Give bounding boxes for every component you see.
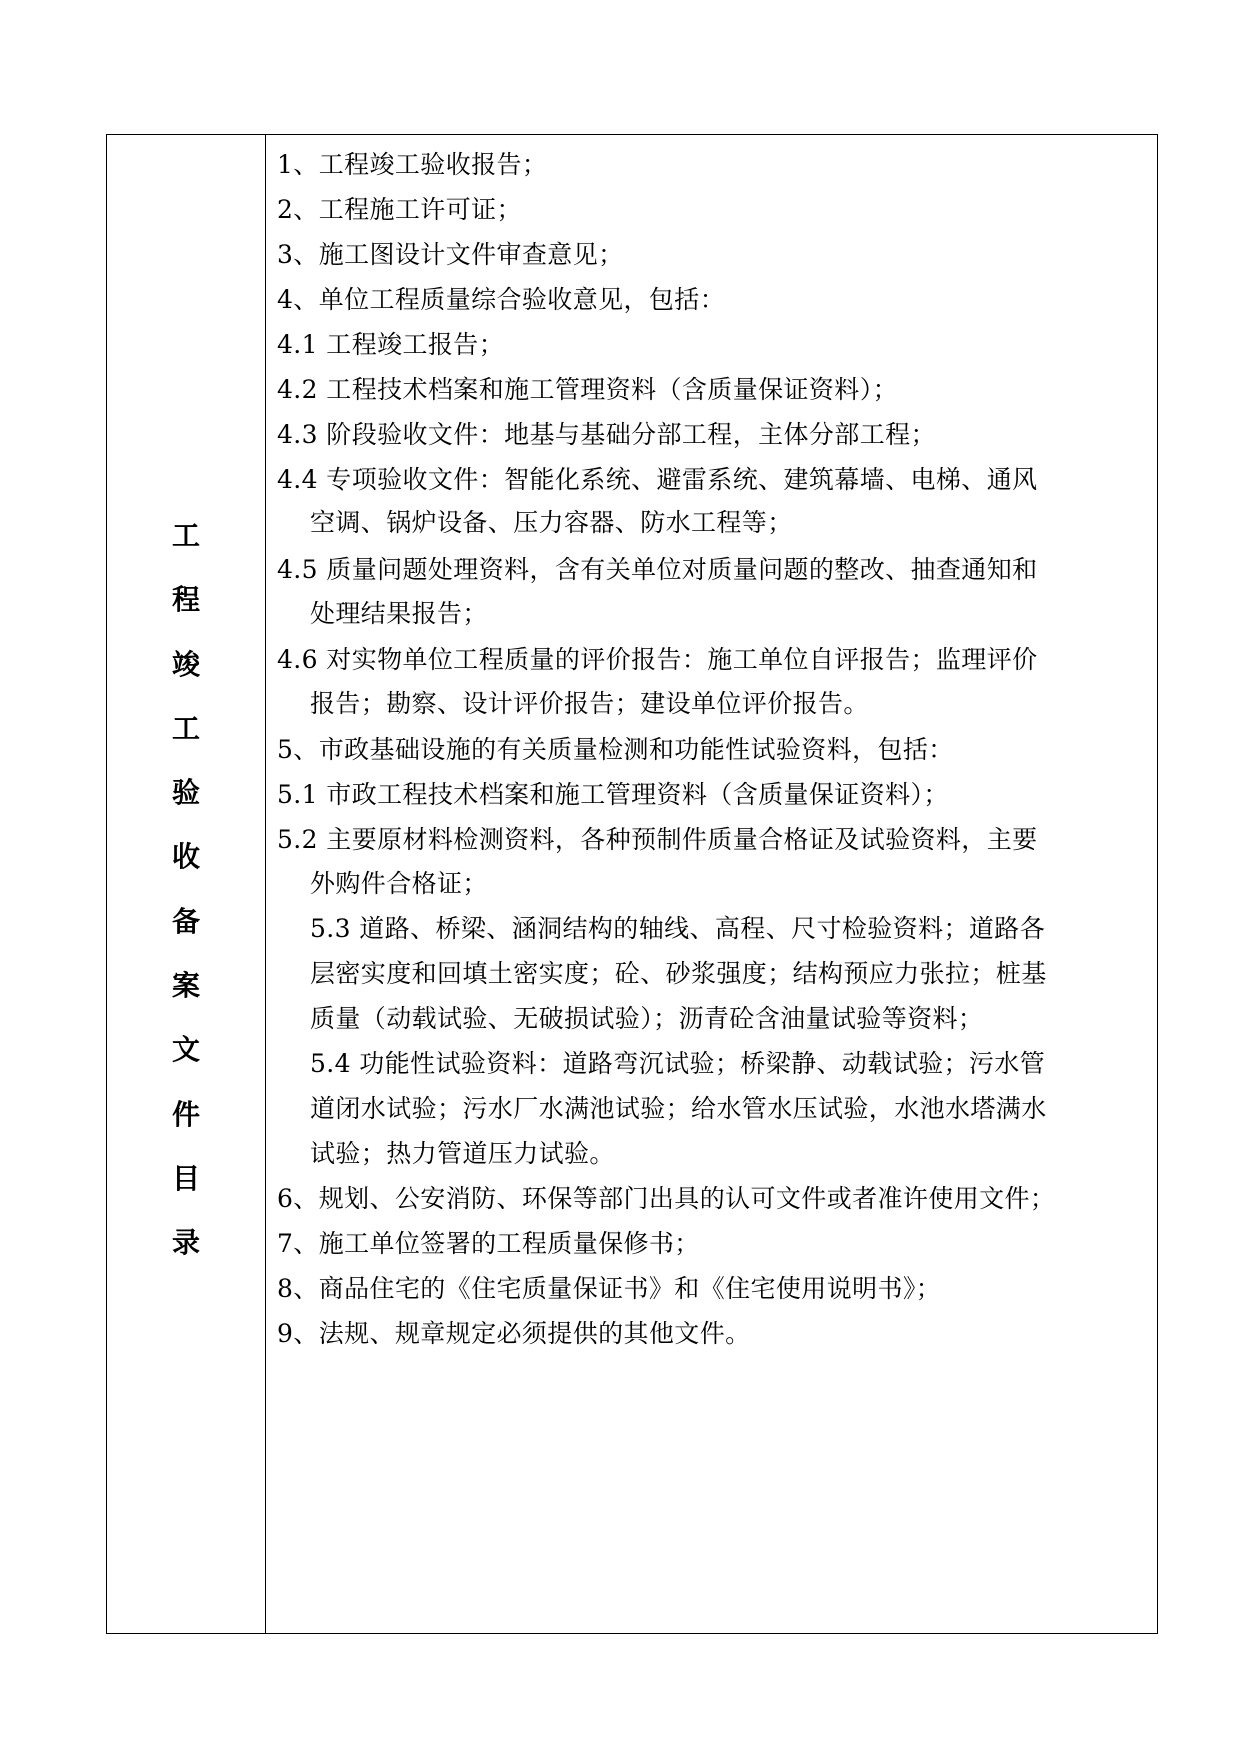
title-char: 工 [171,519,200,552]
list-item-continuation: 处理结果报告； [310,599,488,628]
list-item-continuation: 试验；热力管道压力试验。 [310,1139,615,1168]
list-item: 6、规划、公安消防、环保等部门出具的认可文件或者准许使用文件； [277,1184,1056,1213]
list-item: 2、工程施工许可证； [277,195,522,224]
column-divider [265,135,266,1633]
table-title-cell [107,135,265,1633]
title-char: 案 [171,969,200,1002]
filing-document-table [106,134,1158,1634]
title-char: 文 [171,1033,200,1066]
title-char: 收 [171,840,200,873]
list-item: 4.4 专项验收文件：智能化系统、避雷系统、建筑幕墙、电梯、通风 [277,465,1038,494]
list-item-continuation: 报告；勘察、设计评价报告；建设单位评价报告。 [310,689,869,718]
title-char: 工 [171,712,200,745]
list-item-continuation: 质量（动载试验、无破损试验）；沥青砼含油量试验等资料； [310,1004,984,1033]
list-item-continuation: 空调、锅炉设备、压力容器、防水工程等； [310,508,793,537]
list-item: 5.3 道路、桥梁、涵洞结构的轴线、高程、尺寸检验资料；道路各 [310,914,1046,943]
list-item: 7、施工单位签署的工程质量保修书； [277,1229,700,1258]
list-item: 3、施工图设计文件审查意见； [277,240,624,269]
list-item-continuation: 层密实度和回填土密实度；砼、砂浆强度；结构预应力张拉；桩基 [310,959,1047,988]
list-item: 4.5 质量问题处理资料，含有关单位对质量问题的整改、抽查通知和 [277,555,1038,584]
list-item: 5.2 主要原材料检测资料，各种预制件质量合格证及试验资料，主要 [277,825,1038,854]
list-item: 5.4 功能性试验资料：道路弯沉试验；桥梁静、动载试验；污水管 [310,1049,1046,1078]
list-item-continuation: 道闭水试验；污水厂水满池试验；给水管水压试验，水池水塔满水 [310,1094,1047,1123]
list-item: 5、市政基础设施的有关质量检测和功能性试验资料，包括： [277,735,954,764]
title-char: 录 [171,1226,200,1259]
list-item: 5.1 市政工程技术档案和施工管理资料（含质量保证资料）； [277,780,949,809]
list-item: 4、单位工程质量综合验收意见，包括： [277,285,726,314]
list-item: 1、工程竣工验收报告； [277,150,548,179]
list-item: 4.1 工程竣工报告； [277,330,505,359]
title-char: 件 [171,1098,200,1131]
list-item: 4.3 阶段验收文件：地基与基础分部工程，主体分部工程； [277,420,936,449]
list-item-continuation: 外购件合格证； [310,869,488,898]
title-char: 竣 [171,648,200,681]
list-item: 9、法规、规章规定必须提供的其他文件。 [277,1319,751,1348]
title-char: 程 [171,583,200,616]
list-item: 4.6 对实物单位工程质量的评价报告：施工单位自评报告；监理评价 [277,645,1038,674]
list-item: 8、商品住宅的《住宅质量保证书》和《住宅使用说明书》； [277,1274,942,1303]
title-char: 目 [171,1162,200,1195]
list-item: 4.2 工程技术档案和施工管理资料（含质量保证资料）； [277,375,899,404]
title-char: 验 [171,776,200,809]
title-char: 备 [171,905,200,938]
